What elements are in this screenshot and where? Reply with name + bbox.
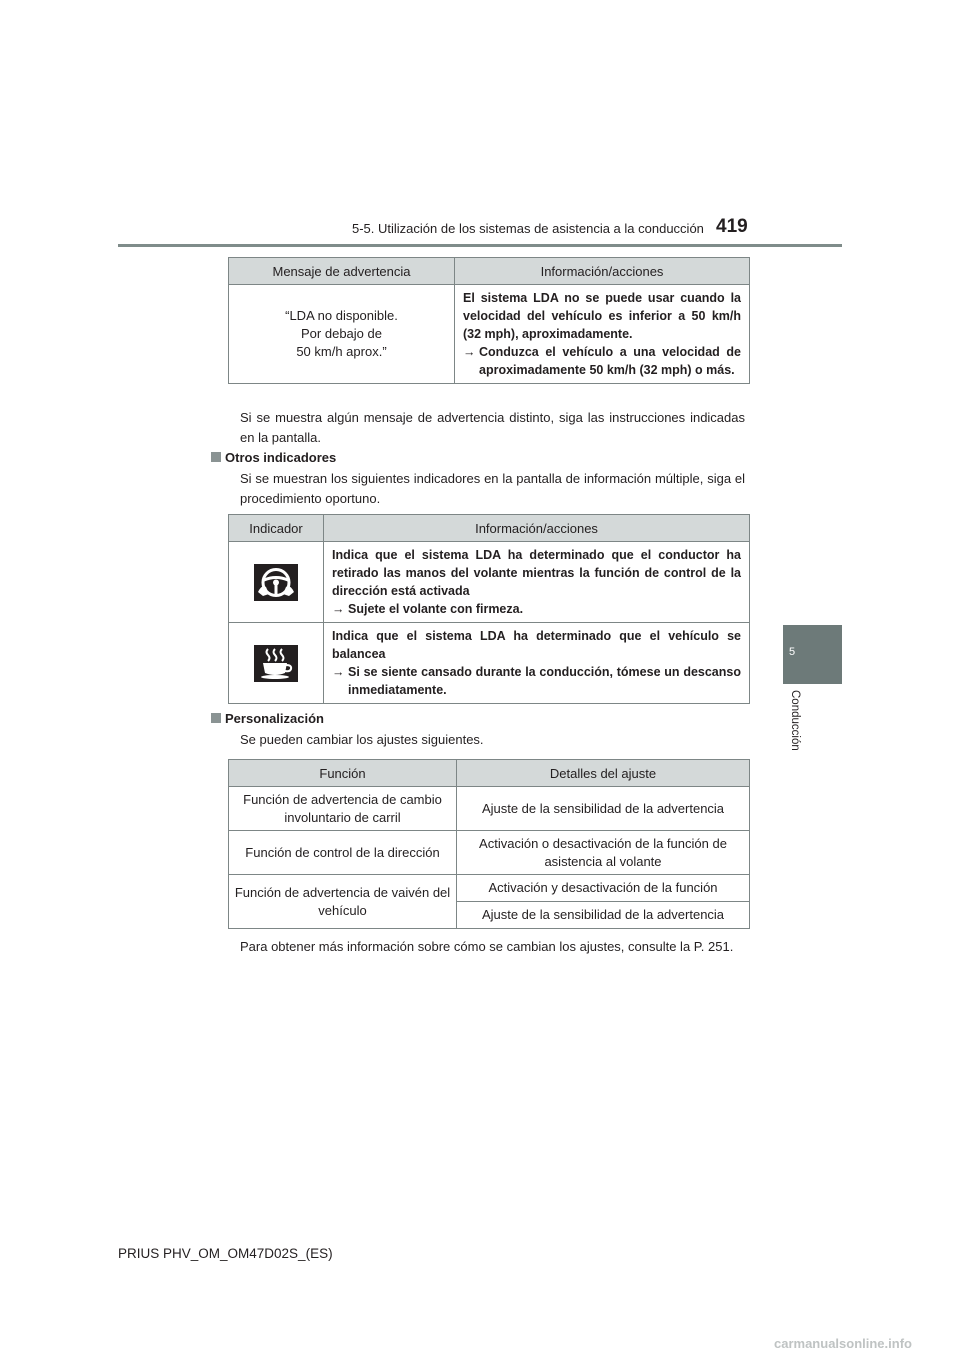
details-cell: Ajuste de la sensibilidad de la advertencia <box>457 902 750 929</box>
info-text: El sistema LDA no se puede usar cuando la velocidad del vehículo es inferior a 50 km/h (32 mph), aproximadamente. <box>463 291 741 341</box>
details-cell: Activación o desactivación de la función de asistencia al volante <box>457 831 750 875</box>
warning-message-table <box>228 257 750 384</box>
header-section-title: 5-5. Utilización de los sistemas de asistencia a la conducción <box>352 221 704 236</box>
action-line <box>463 343 741 379</box>
action-text: Conduzca el vehículo a una velocidad de aproximadamente 50 km/h (32 mph) o más. <box>479 345 741 377</box>
indicator-cell <box>229 623 324 704</box>
message-line: 50 km/h aprox.” <box>296 344 387 359</box>
bullet-square-icon <box>211 713 221 723</box>
table-row <box>229 623 750 704</box>
table-header-cell: Detalles del ajuste <box>457 760 750 787</box>
table-header-cell: Información/acciones <box>455 258 750 285</box>
hands-off-steering-wheel-icon <box>254 564 298 601</box>
paragraph-other-warning: Si se muestra algún mensaje de advertencia distinto, siga las instrucciones indicadas en la pantalla. <box>240 410 745 445</box>
action-text: Si se siente cansado durante la conducción, tómese un descanso inmediatamente. <box>348 665 741 697</box>
arrow-icon: → <box>332 665 345 679</box>
footer-document-id: PRIUS PHV_OM_OM47D02S_(ES) <box>118 1246 333 1261</box>
section-title: Otros indicadores <box>225 450 337 465</box>
indicator-cell <box>229 542 324 623</box>
table-header-cell: Mensaje de advertencia <box>229 258 455 285</box>
table-row <box>229 875 750 902</box>
table-row <box>229 831 750 875</box>
info-text: Indica que el sistema LDA ha determinado que el vehículo se balancea <box>332 629 741 661</box>
arrow-icon: → <box>332 602 345 616</box>
info-cell <box>324 542 750 623</box>
table-header-cell: Función <box>229 760 457 787</box>
function-cell: Función de advertencia de cambio involuntario de carril <box>229 787 457 831</box>
paragraph-personalization: Se pueden cambiar los ajustes siguientes. <box>240 732 484 747</box>
info-text: Indica que el sistema LDA ha determinado que el conductor ha retirado las manos del volante mientras la función de control de la dirección está activada <box>332 548 741 598</box>
settings-table <box>228 759 750 929</box>
action-text: Sujete el volante con firmeza. <box>348 602 524 616</box>
watermark: carmanualsonline.info <box>774 1336 912 1351</box>
chapter-label-text: Conducción <box>789 690 801 751</box>
table-header-cell: Indicador <box>229 515 324 542</box>
bullet-square-icon <box>211 452 221 462</box>
info-cell <box>324 623 750 704</box>
function-cell: Función de advertencia de vaivén del vehículo <box>229 875 457 929</box>
chapter-tab-number: 5 <box>789 646 796 658</box>
info-cell <box>455 285 750 384</box>
indicators-table <box>228 514 750 704</box>
section-heading-indicators <box>211 450 336 465</box>
section-heading-personalization <box>211 711 324 726</box>
function-cell: Función de control de la dirección <box>229 831 457 875</box>
details-cell: Ajuste de la sensibilidad de la advertencia <box>457 787 750 831</box>
table-row <box>229 285 750 384</box>
coffee-cup-icon <box>254 645 298 682</box>
section-title: Personalización <box>225 711 324 726</box>
action-line <box>332 663 741 699</box>
table-row <box>229 542 750 623</box>
header-rule <box>118 244 842 247</box>
arrow-icon: → <box>463 345 476 359</box>
page-number: 419 <box>716 216 748 237</box>
message-line: “LDA no disponible. <box>285 308 398 323</box>
action-line <box>332 600 741 618</box>
warning-message-cell <box>229 285 455 384</box>
message-line: Por debajo de <box>301 326 382 341</box>
paragraph-more-info: Para obtener más información sobre cómo se cambian los ajustes, consulte la P. 251. <box>240 939 734 954</box>
details-cell: Activación y desactivación de la función <box>457 875 750 902</box>
table-row <box>229 787 750 831</box>
paragraph-indicators: Si se muestran los siguientes indicadores en la pantalla de información múltiple, siga el procedimiento oportuno. <box>240 471 745 506</box>
table-header-cell: Información/acciones <box>324 515 750 542</box>
chapter-tab-label <box>788 690 802 770</box>
